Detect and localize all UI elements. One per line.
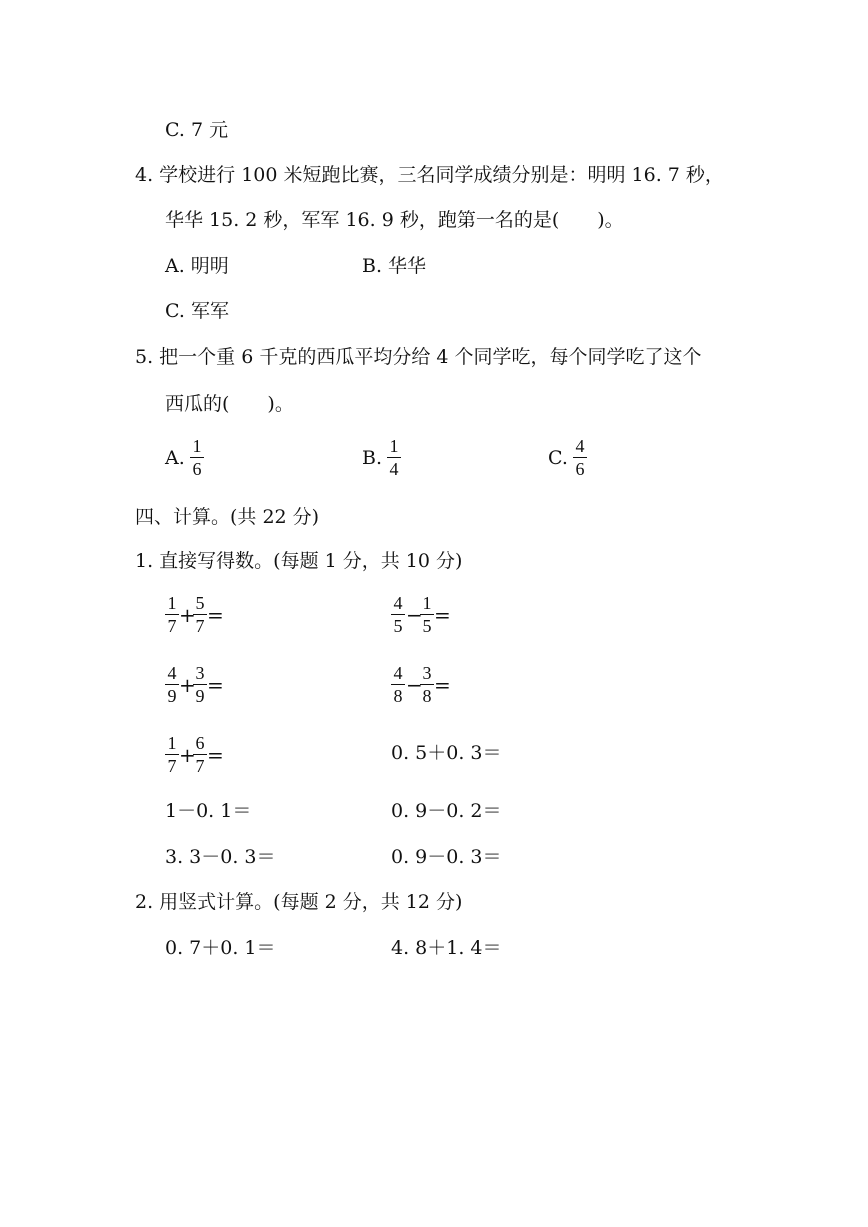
fraction-numerator: 1 xyxy=(167,593,177,613)
fraction-bar xyxy=(420,684,434,685)
fraction-denominator: 7 xyxy=(195,756,205,776)
fraction-bar xyxy=(420,614,434,615)
fraction-b xyxy=(420,663,434,706)
fraction-b xyxy=(193,663,207,706)
fraction-numerator: 3 xyxy=(422,663,432,683)
fraction-bar xyxy=(165,614,179,615)
fraction-numerator: 6 xyxy=(195,733,205,753)
q4-stem-line1: 4. 学校进行 100 米短跑比赛，三名同学成绩分别是：明明 16. 7 秒， xyxy=(135,164,724,186)
q4-option-b: B. 华华 xyxy=(362,255,427,277)
fraction-a xyxy=(165,593,179,636)
fraction-numerator: 1 xyxy=(422,593,432,613)
fraction-denominator: 7 xyxy=(195,616,205,636)
fraction-a xyxy=(391,593,405,636)
decimal-expr-5: 0. 9－0. 3＝ xyxy=(391,846,502,868)
decimal-expr-1: 0. 5＋0. 3＝ xyxy=(391,742,502,764)
fraction-denominator: 6 xyxy=(575,459,585,479)
fraction-a xyxy=(165,663,179,706)
fraction-denominator: 4 xyxy=(389,459,399,479)
fraction-numerator: 4 xyxy=(393,593,403,613)
fraction-b xyxy=(193,733,207,776)
equals-sign: = xyxy=(207,743,224,767)
operator: − xyxy=(406,603,423,627)
section-4-title: 四、计算。(共 22 分) xyxy=(135,506,320,528)
fraction-b xyxy=(420,593,434,636)
operator: + xyxy=(179,603,196,627)
decimal-expr-2: 1－0. 1＝ xyxy=(165,800,252,822)
q5-option-c-label: C. xyxy=(548,447,568,469)
fraction-denominator: 8 xyxy=(422,686,432,706)
fraction-denominator: 8 xyxy=(393,686,403,706)
fraction-bar xyxy=(165,684,179,685)
operator: + xyxy=(179,743,196,767)
fraction-bar xyxy=(193,614,207,615)
q5-option-a-fraction xyxy=(190,436,204,479)
fraction-bar xyxy=(193,754,207,755)
fraction-a xyxy=(165,733,179,776)
equals-sign: = xyxy=(434,603,451,627)
fraction-bar xyxy=(190,457,204,458)
equals-sign: = xyxy=(434,673,451,697)
fraction-denominator: 7 xyxy=(167,616,177,636)
part-2-title: 2. 用竖式计算。(每题 2 分，共 12 分) xyxy=(135,891,463,913)
q5-option-c-fraction xyxy=(573,436,587,479)
q4-option-c: C. 军军 xyxy=(165,300,229,322)
q5-option-a-label: A. xyxy=(165,447,185,469)
fraction-denominator: 7 xyxy=(167,756,177,776)
decimal-expr-3: 0. 9－0. 2＝ xyxy=(391,800,502,822)
fraction-numerator: 4 xyxy=(393,663,403,683)
fraction-bar xyxy=(573,457,587,458)
fraction-bar xyxy=(193,684,207,685)
q3-option-c: C. 7 元 xyxy=(165,119,229,141)
fraction-numerator: 1 xyxy=(167,733,177,753)
q4-stem-line2: 华华 15. 2 秒，军军 16. 9 秒，跑第一名的是( )。 xyxy=(165,209,624,231)
fraction-numerator: 4 xyxy=(167,663,177,683)
equals-sign: = xyxy=(207,673,224,697)
fraction-numerator: 4 xyxy=(575,436,585,456)
fraction-bar xyxy=(387,457,401,458)
part-1-title: 1. 直接写得数。(每题 1 分，共 10 分) xyxy=(135,550,463,572)
fraction-denominator: 6 xyxy=(192,459,202,479)
q5-stem-line1: 5. 把一个重 6 千克的西瓜平均分给 4 个同学吃，每个同学吃了这个 xyxy=(135,346,702,368)
operator: + xyxy=(179,673,196,697)
fraction-denominator: 9 xyxy=(195,686,205,706)
fraction-numerator: 1 xyxy=(192,436,202,456)
vertical-calc-1: 0. 7＋0. 1＝ xyxy=(165,937,276,959)
fraction-bar xyxy=(165,754,179,755)
operator: − xyxy=(406,673,423,697)
q5-option-b-label: B. xyxy=(362,447,383,469)
fraction-numerator: 5 xyxy=(195,593,205,613)
equals-sign: = xyxy=(207,603,224,627)
decimal-expr-4: 3. 3－0. 3＝ xyxy=(165,846,276,868)
q4-option-a: A. 明明 xyxy=(165,255,229,277)
fraction-denominator: 5 xyxy=(422,616,432,636)
q5-option-b-fraction xyxy=(387,436,401,479)
q5-stem-line2: 西瓜的( )。 xyxy=(165,393,294,415)
fraction-a xyxy=(391,663,405,706)
fraction-numerator: 3 xyxy=(195,663,205,683)
vertical-calc-2: 4. 8＋1. 4＝ xyxy=(391,937,502,959)
fraction-bar xyxy=(391,614,405,615)
fraction-numerator: 1 xyxy=(389,436,399,456)
fraction-denominator: 9 xyxy=(167,686,177,706)
fraction-bar xyxy=(391,684,405,685)
fraction-b xyxy=(193,593,207,636)
fraction-denominator: 5 xyxy=(393,616,403,636)
